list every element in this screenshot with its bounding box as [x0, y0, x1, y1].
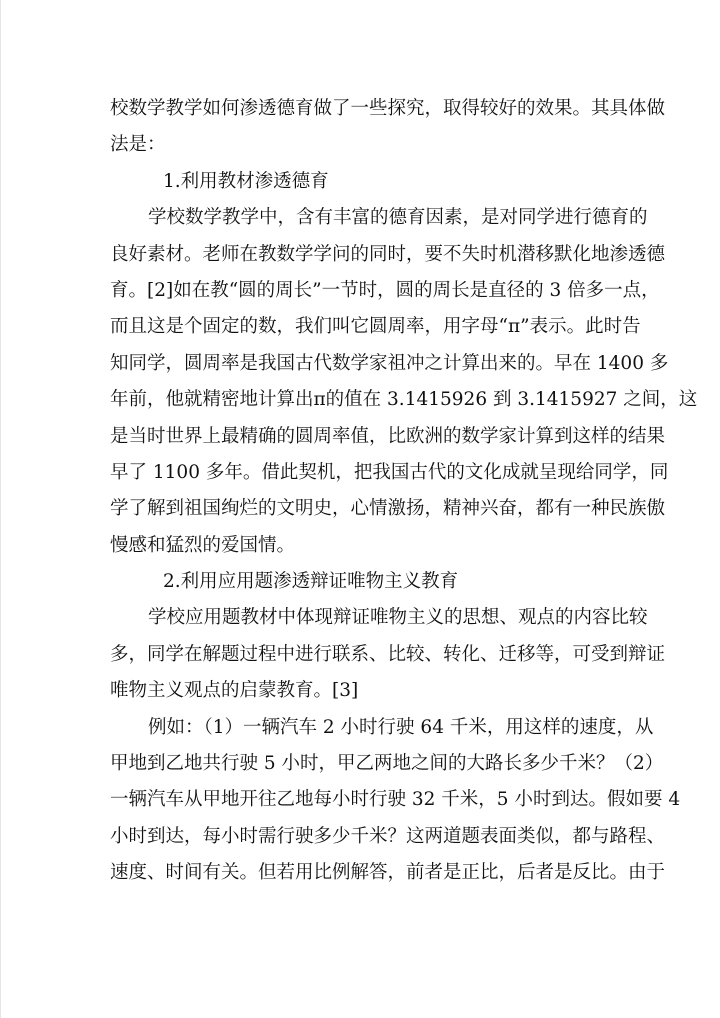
text-line: 速度、时间有关。但若用比例解答，前者是正比，后者是反比。由于 — [110, 862, 666, 884]
text-line: 学了解到祖国绚烂的文明史，心情激扬，精神兴奋，都有一种民族傲 — [110, 498, 666, 520]
text-line: 良好素材。老师在教数学学问的同时，要不失时机潜移默化地渗透德 — [110, 243, 666, 265]
text-line: 多，同学在解题过程中进行联系、比较、转化、迁移等，可受到辩证 — [110, 643, 666, 665]
section-heading: 1.利用教材渗透德育 — [163, 170, 329, 192]
text-line: 早了 1100 多年。借此契机，把我国古代的文化成就呈现给同学，同 — [110, 461, 669, 483]
text-line: 法是： — [110, 134, 166, 156]
text-line: 甲地到乙地共行驶 5 小时，甲乙两地之间的大路长多少千米？（2） — [110, 753, 664, 775]
text-line: 慢感和猛烈的爱国情。 — [110, 534, 296, 556]
text-line: 育。[2]如在教“圆的周长”一节时，圆的周长是直径的 3 倍多一点， — [110, 279, 660, 301]
paragraph-first-line: 例如：（1）一辆汽车 2 小时行驶 64 千米，用这样的速度，从 — [148, 716, 654, 738]
text-line: 一辆汽车从甲地开往乙地每小时行驶 32 千米，5 小时到达。假如要 4 — [110, 789, 681, 811]
text-line: 年前，他就精密地计算出π的值在 3.1415926 到 3.1415927 之间，这 — [110, 389, 698, 411]
text-line: 唯物主义观点的启蒙教育。[3] — [110, 680, 359, 702]
text-line: 校数学教学如何渗透德育做了一些探究，取得较好的效果。其具体做 — [110, 98, 666, 119]
text-line: 小时到达，每小时需行驶多少千米？这两道题表面类似，都与路程、 — [110, 825, 666, 847]
document-body — [110, 91, 698, 892]
paragraph-first-line: 学校应用题教材中体现辩证唯物主义的思想、观点的内容比较 — [148, 607, 648, 629]
paragraph-first-line: 学校数学教学中，含有丰富的德育因素，是对同学进行德育的 — [148, 207, 648, 229]
text-line: 知同学，圆周率是我国古代数学家祖冲之计算出来的。早在 1400 多 — [110, 352, 669, 374]
text-line: 而且这是个固定的数，我们叫它圆周率，用字母“π”表示。此时告 — [110, 316, 641, 338]
section-heading: 2.利用应用题渗透辩证唯物主义教育 — [163, 571, 459, 593]
text-line: 是当时世界上最精确的圆周率值，比欧洲的数学家计算到这样的结果 — [110, 425, 666, 447]
